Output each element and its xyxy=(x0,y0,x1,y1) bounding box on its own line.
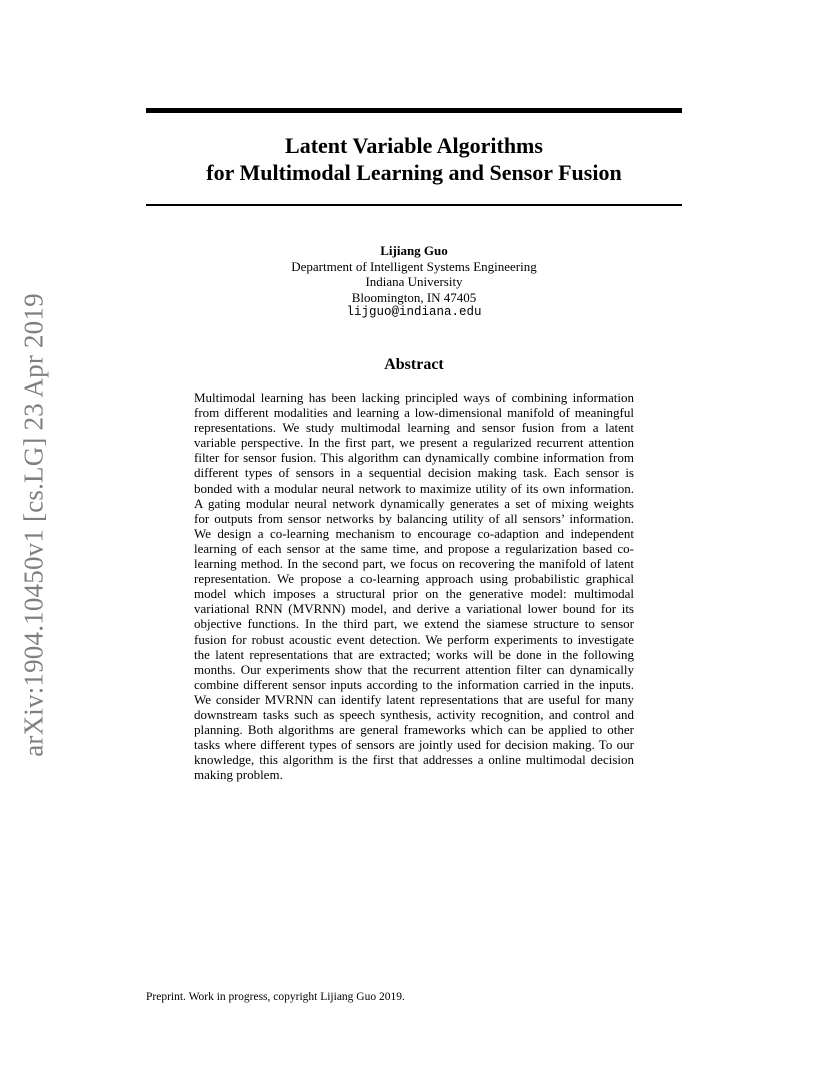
abstract-line: months. Our experiments show that the recurrent attention filter can dynamically xyxy=(194,661,634,677)
author-email: lijguo@indiana.edu xyxy=(346,305,482,319)
abstract-line: planning. Both algorithms are general frameworks which can be applied to other xyxy=(194,722,634,738)
abstract-line: different types of sensors in a sequential decision making task. Each sensor is xyxy=(194,465,634,481)
abstract-line: variable perspective. In the first part, we present a regularized recurrent attention xyxy=(194,435,634,451)
abstract-line: making problem. xyxy=(194,767,283,783)
abstract-line: model which imposes a structural prior on the generative model: multimodal xyxy=(194,586,634,602)
abstract-line: the latent representations that are extracted; works will be done in the following xyxy=(194,646,634,662)
abstract-line: representation. We propose a co-learning approach using probabilistic graphical xyxy=(194,571,634,587)
abstract-line: objective functions. In the third part, we extend the siamese structure to sensor xyxy=(194,616,634,632)
author-block xyxy=(146,243,682,321)
abstract-line: variational RNN (MVRNN) model, and derive a variational lower bound for its xyxy=(194,601,634,617)
preprint-footnote: Preprint. Work in progress, copyright Lijiang Guo 2019. xyxy=(146,991,405,1003)
paper-title-line-1: Latent Variable Algorithms xyxy=(285,133,543,158)
abstract-line: knowledge, this algorithm is the first that addresses a online multimodal decision xyxy=(194,752,634,768)
abstract-body xyxy=(194,390,634,782)
abstract-line: for outputs from sensor networks by balancing utility of all sensors’ information. xyxy=(194,510,634,526)
abstract-line: Multimodal learning has been lacking principled ways of combining information xyxy=(194,390,634,405)
abstract-heading: Abstract xyxy=(384,356,444,373)
abstract-line: tasks where different types of sensors are jointly used for decision making. To our xyxy=(194,737,634,753)
abstract-line: learning method. In the second part, we focus on recovering the manifold of latent xyxy=(194,556,634,572)
abstract-line: downstream tasks such as speech synthesis, activity recognition, and control and xyxy=(194,706,634,722)
abstract-line: A gating modular neural network dynamically generates a set of mixing weights xyxy=(194,495,634,511)
title-bottom-rule xyxy=(146,204,682,206)
abstract-line: learning of each sensor at the same time, and propose a regularization based co- xyxy=(194,540,634,556)
arxiv-identifier-stamp: arXiv:1904.10450v1 [cs.LG] 23 Apr 2019 xyxy=(18,293,49,757)
abstract-line: combine different sensor inputs according to the information carried in the inputs. xyxy=(194,676,634,692)
author-department: Department of Intelligent Systems Engineering xyxy=(291,258,537,274)
abstract-line: bonded with a modular neural network to maximize utility of its own information. xyxy=(194,480,634,496)
paper-title xyxy=(146,132,682,186)
author-location: Bloomington, IN 47405 xyxy=(351,289,477,305)
abstract-line: fusion for robust acoustic event detection. We perform experiments to investigate xyxy=(194,631,634,647)
abstract-line: filter for sensor fusion. This algorithm can dynamically combine information from xyxy=(194,450,634,466)
title-top-rule xyxy=(146,108,682,113)
author-name: Lijiang Guo xyxy=(380,243,448,258)
abstract-line: We consider MVRNN can identify latent representations that are useful for many xyxy=(194,691,634,707)
paper-title-line-2: for Multimodal Learning and Sensor Fusion xyxy=(206,160,622,185)
abstract-line: from different modalities and learning a low-dimensional manifold of meaningful xyxy=(194,405,634,421)
author-university: Indiana University xyxy=(365,274,463,289)
abstract-line: We design a co-learning mechanism to encourage co-adaption and independent xyxy=(194,525,634,541)
abstract-line: representations. We study multimodal learning and sensor fusion from a latent xyxy=(194,420,634,436)
